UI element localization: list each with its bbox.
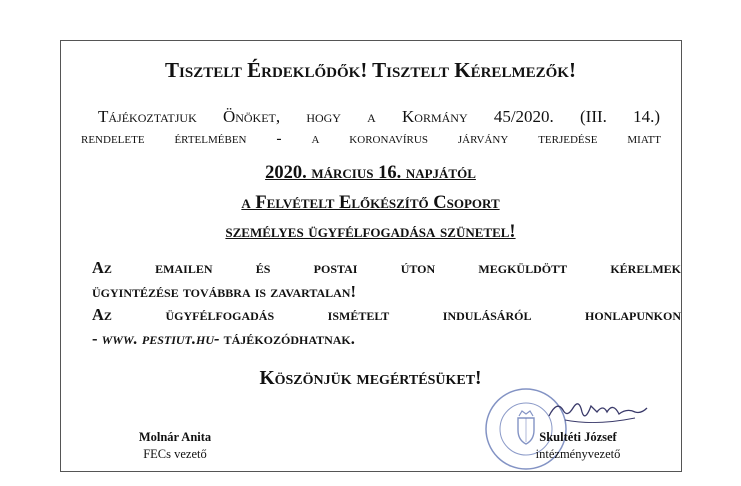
email-line-2: ügyintézése továbbra is zavartalan!: [92, 282, 356, 301]
website-link[interactable]: www. pestiut.hu-: [101, 329, 220, 348]
reopen-line-1: Az ügyfélfogadás ismételt indulásáról honlapunkon: [92, 305, 681, 324]
stamp-crown: [519, 411, 533, 416]
handwritten-signature: [545, 392, 650, 432]
signature-right-name: Skultéti József: [539, 430, 617, 444]
signature-right-role: intézményvezető: [535, 447, 621, 461]
date-line: 2020. március 16. napjától: [265, 163, 476, 183]
department-line: a Felvételt Előkészítő Csoport: [241, 193, 500, 213]
email-line-1: Az emailen és postai úton megküldött kérelmek: [92, 258, 681, 277]
closure-line: személyes ügyfélfogadása szünetel!: [225, 222, 516, 242]
intro-line-2: rendelete értelmében - a koronavírus járvány terjedése miatt: [81, 130, 661, 147]
reopen-line-2: [92, 329, 355, 349]
date-line-wrap: [0, 163, 741, 184]
intro-line-1: Tájékoztatjuk Önöket, hogy a Kormány 45/2020. (III. 14.): [98, 107, 660, 126]
signature-left-name: Molnár Anita: [138, 430, 212, 444]
signature-right: [503, 430, 653, 462]
notice-heading: Tisztelt Érdeklődők! Tisztelt Kérelmezők!: [165, 58, 576, 82]
department-line-wrap: [0, 193, 741, 214]
signature-left: [110, 430, 240, 462]
closure-line-wrap: [0, 222, 741, 243]
signature-left-role: FECs vezető: [143, 447, 207, 461]
reopen-suffix: tájékozódhatnak.: [219, 329, 355, 348]
reopen-prefix: -: [92, 329, 102, 348]
thanks-line: Köszönjük megértésüket!: [259, 368, 482, 389]
